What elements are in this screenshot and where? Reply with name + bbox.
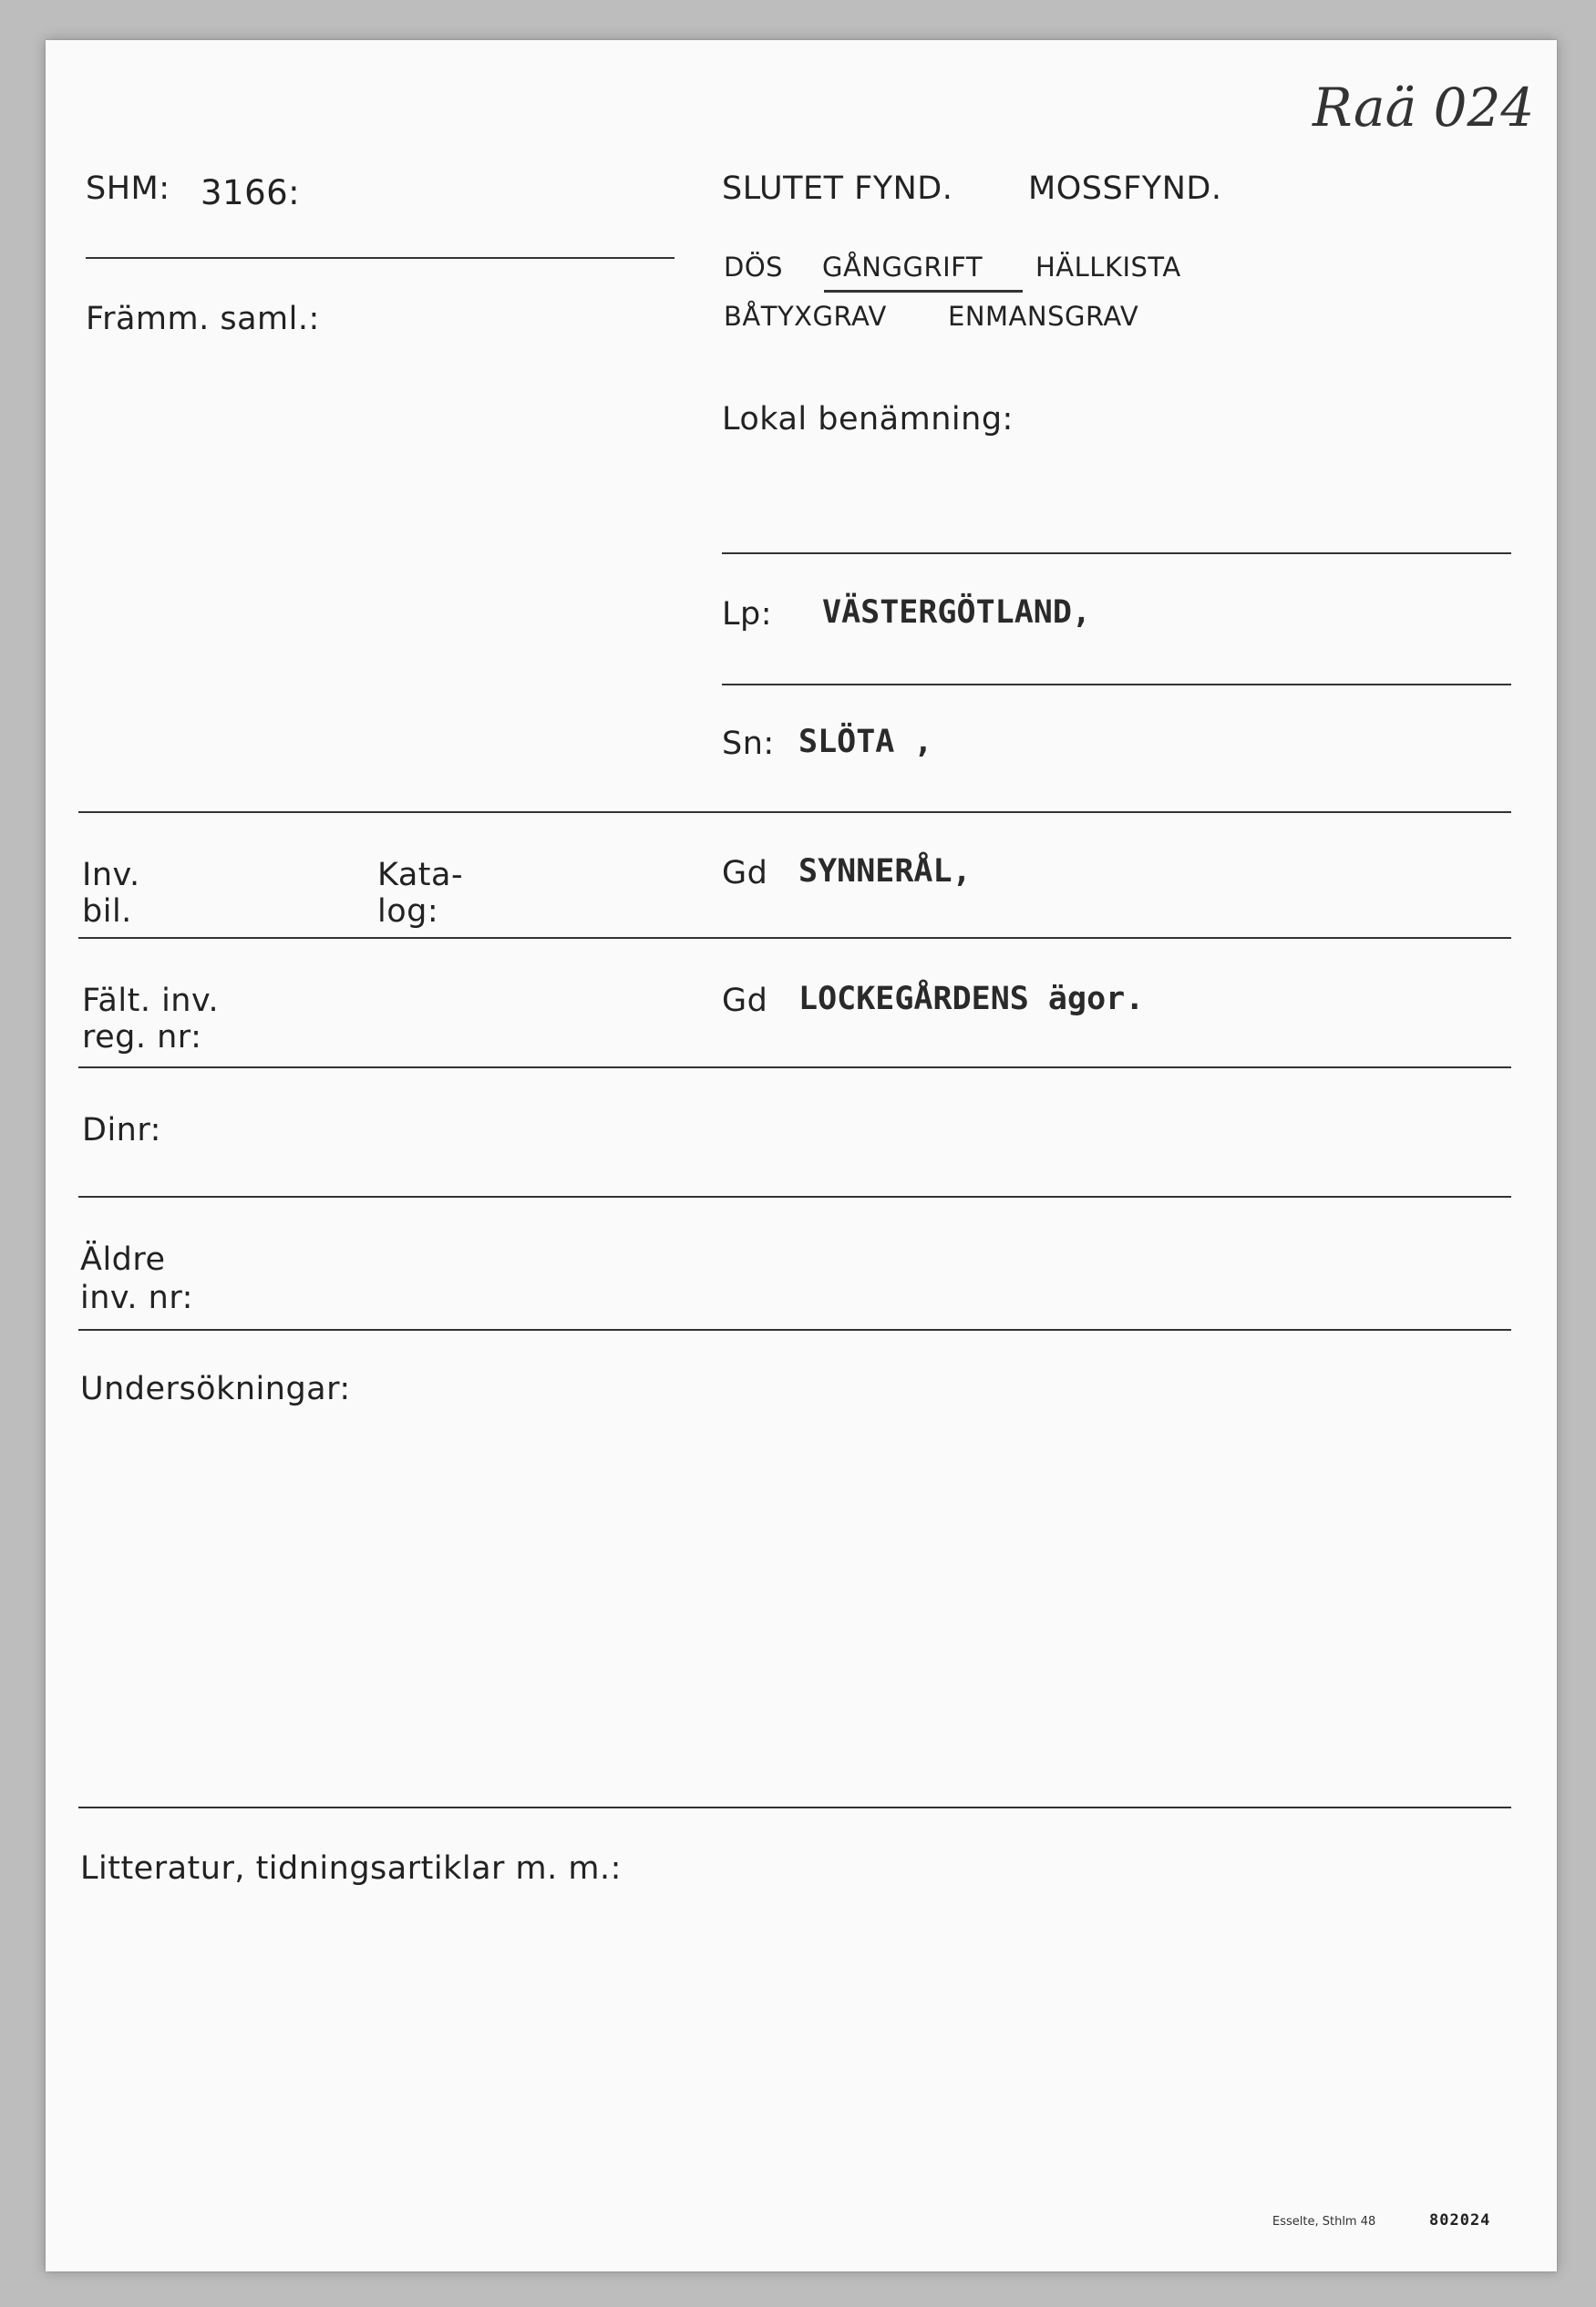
card-number: 802024 (1429, 2211, 1491, 2230)
handwritten-note: Raä 024 (1313, 77, 1535, 139)
dinr-label: Dinr: (82, 1112, 161, 1148)
ganggrift-underline (824, 290, 1023, 293)
litteratur-label: Litteratur, tidningsartiklar m. m.: (80, 1850, 622, 1887)
bil-label: bil. (82, 893, 132, 930)
grave-type-ganggrift: GÅNGGRIFT (822, 252, 983, 283)
inv-rule (78, 937, 1511, 939)
aldre-label: Äldre (80, 1241, 166, 1278)
shm-label: SHM: (86, 170, 170, 207)
falt-rule (78, 1066, 1511, 1068)
grave-type-enmansgrav: ENMANSGRAV (948, 301, 1139, 332)
gd1-value: SYNNERÅL, (798, 853, 972, 890)
lp-rule (722, 684, 1511, 685)
shm-number: 3166: (201, 173, 301, 212)
lp-label: Lp: (722, 596, 773, 633)
grave-type-hallkista: HÄLLKISTA (1035, 252, 1181, 283)
gd2-value: LOCKEGÅRDENS ägor. (798, 981, 1145, 1017)
aldre-rule (78, 1329, 1511, 1331)
catalog-card (46, 40, 1557, 2271)
gd2-label: Gd (722, 983, 768, 1019)
shm-rule (86, 257, 674, 259)
framm-saml-label: Främm. saml.: (86, 301, 320, 337)
lokal-rule (722, 552, 1511, 554)
sn-value: SLÖTA , (798, 724, 933, 760)
undersokningar-rule (78, 1807, 1511, 1808)
mossfynd-label: MOSSFYND. (1028, 170, 1222, 207)
inv-nr-label: inv. nr: (80, 1280, 193, 1316)
grave-type-dos: DÖS (724, 252, 784, 283)
grave-type-batyxgrav: BÅTYXGRAV (724, 301, 887, 332)
lp-value: VÄSTERGÖTLAND, (822, 594, 1092, 631)
falt-inv-label: Fält. inv. (82, 983, 220, 1019)
sn-label: Sn: (722, 726, 775, 762)
kata-label: Kata- (377, 857, 464, 893)
dinr-rule (78, 1196, 1511, 1198)
log-label: log: (377, 893, 439, 930)
reg-nr-label: reg. nr: (82, 1019, 202, 1056)
printer-imprint: Esselte, Sthlm 48 (1272, 2215, 1376, 2229)
inv-label: Inv. (82, 857, 140, 893)
undersokningar-label: Undersökningar: (80, 1371, 351, 1407)
slutet-fynd-label: SLUTET FYND. (722, 170, 953, 207)
gd1-label: Gd (722, 855, 768, 891)
sn-rule (78, 811, 1511, 813)
lokal-benamning-label: Lokal benämning: (722, 401, 1014, 438)
